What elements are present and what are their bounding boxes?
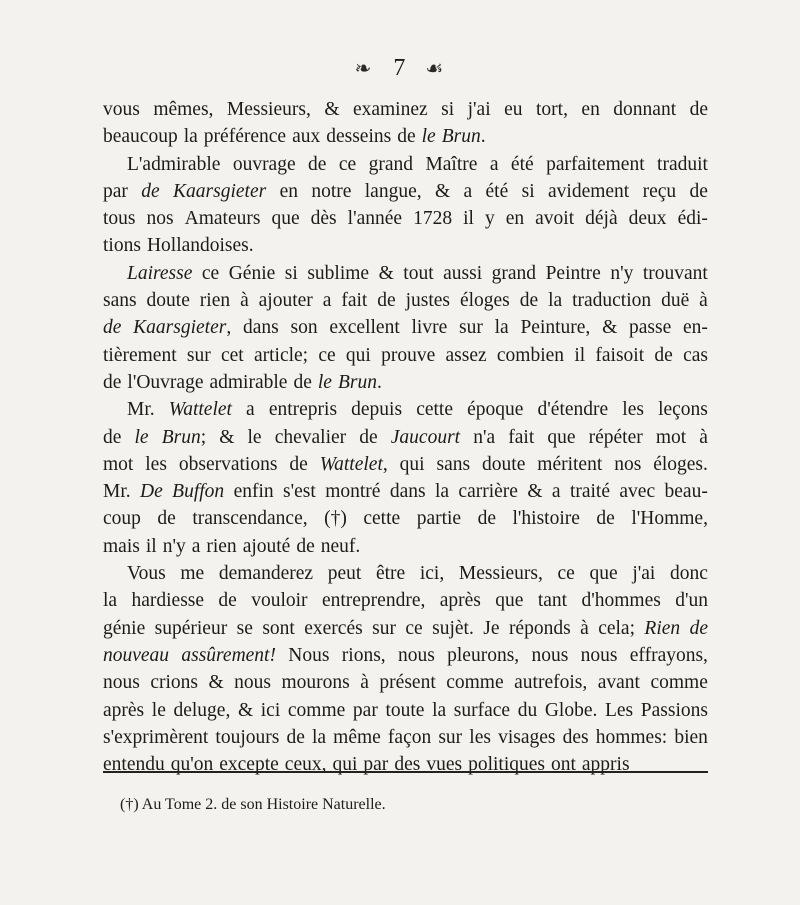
- text-line: tous nos Amateurs que dès l'année 1728 il y en avoit déjà deux édi-: [103, 208, 708, 230]
- text-line: vous mêmes, Messieurs, & examinez si j'ai eu tort, en donnant de: [103, 99, 708, 120]
- text-line: mot les observations de Wattelet, qui sans doute méritent nos éloges.: [103, 453, 708, 475]
- text-line: de le Brun; & le chevalier de Jaucourt n'a fait que répéter mot à: [103, 426, 708, 448]
- text-line: L'admirable ouvrage de ce grand Maître a été parfaitement traduit: [127, 153, 708, 175]
- text-line: Mr. Wattelet a entrepris depuis cette époque d'étendre les leçons: [127, 399, 708, 421]
- page-number: 7: [393, 55, 406, 81]
- text-line: Mr. De Buffon enfin s'est montré dans la carrière & a traité avec beau-: [103, 481, 708, 503]
- text-line: s'exprimèrent toujours de la même façon sur les visages des hommes: bien: [103, 726, 708, 748]
- text-line: de Kaarsgieter, dans son excellent livre sur la Peinture, & passe en-: [103, 317, 708, 339]
- body-text: [103, 96, 708, 778]
- footnote-rule: [103, 771, 708, 773]
- text-line: par de Kaarsgieter en notre langue, & a été si avidement reçu de: [103, 180, 708, 202]
- right-ornament-icon: ☙: [425, 58, 446, 80]
- text-line: après le deluge, & ici comme par toute la surface du Globe. Les Passions: [103, 699, 708, 721]
- text-line: tièrement sur cet article; ce qui prouve assez combien il faisoit de cas: [103, 344, 708, 366]
- text-line: mais il n'y a rien ajouté de neuf.: [103, 535, 361, 557]
- text-line: beaucoup la préférence aux desseins de le Brun.: [103, 126, 486, 148]
- page-header: [0, 52, 800, 85]
- footnote: (†) Au Tome 2. de son Histoire Naturelle.: [120, 796, 386, 813]
- text-line: la hardiesse de vouloir entreprendre, après que tant d'hommes d'un: [103, 590, 708, 612]
- text-line: Lairesse ce Génie si sublime & tout aussi grand Peintre n'y trouvant: [127, 262, 708, 284]
- text-line: sans doute rien à ajouter a fait de justes éloges de la traduction duë à: [103, 290, 708, 312]
- text-line: tions Hollandoises.: [103, 235, 254, 257]
- text-line: entendu qu'on excepte ceux, qui par des vues politiques ont appris: [103, 754, 630, 776]
- text-line: nouveau assûrement! Nous rions, nous pleurons, nous nous effrayons,: [103, 644, 708, 666]
- text-line: génie supérieur se sont exercés sur ce sujèt. Je réponds à cela; Rien de: [103, 617, 708, 639]
- text-line: Vous me demanderez peut être ici, Messieurs, ce que j'ai donc: [127, 563, 708, 585]
- text-line: coup de transcendance, (†) cette partie de l'histoire de l'Homme,: [103, 508, 708, 530]
- left-ornament-icon: ❧: [354, 58, 374, 80]
- text-line: nous crions & nous mourons à présent comme autrefois, avant comme: [103, 672, 708, 694]
- text-line: de l'Ouvrage admirable de le Brun.: [103, 371, 382, 393]
